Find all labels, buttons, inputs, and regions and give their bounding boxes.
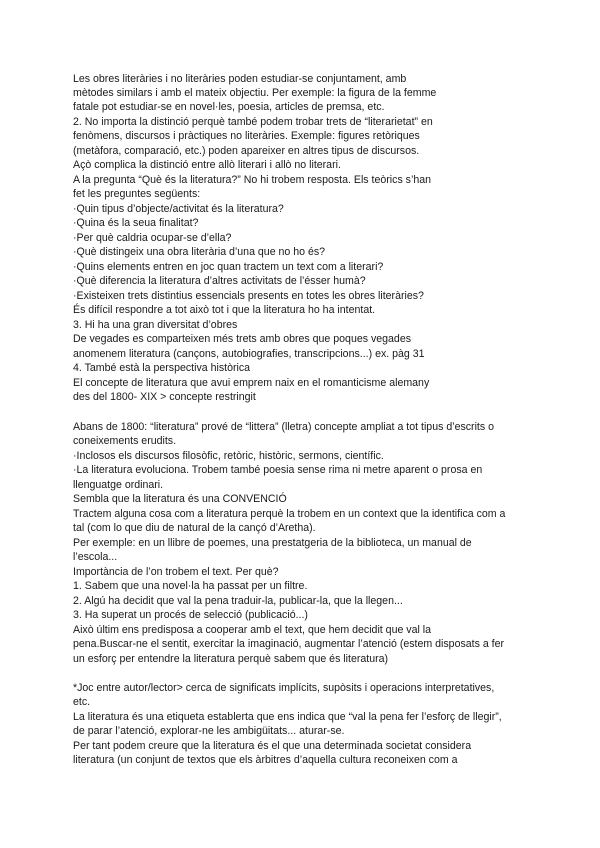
text-line: Importància de l’on trobem el text. Per què? bbox=[73, 566, 279, 578]
text-line: etc. bbox=[73, 696, 91, 708]
text-line: És difícil respondre a tot això tot i que la literatura ho ha intentat. bbox=[73, 304, 376, 316]
text-line: El concepte de literatura que avui emprem naix en el romanticisme alemany bbox=[73, 377, 430, 389]
text-line: tal (com lo que diu de natural de la cançó d’Aretha). bbox=[73, 522, 316, 534]
text-line: ·Quins elements entren en joc quan tractem un text com a literari? bbox=[73, 261, 384, 273]
text-line: des del 1800- XIX > concepte restringit bbox=[73, 391, 256, 403]
text-line: mètodes similars i amb el mateix objectiu. Per exemple: la figura de la femme bbox=[73, 87, 437, 99]
text-line: ·Quin tipus d’objecte/activitat és la literatura? bbox=[73, 203, 284, 215]
text-line: coneixements erudits. bbox=[73, 435, 177, 447]
text-line: fet les preguntes següents: bbox=[73, 188, 201, 200]
text-line: Sembla que la literatura és una CONVENCIÓ bbox=[73, 493, 287, 505]
text-line: 2. No importa la distinció perquè també podem trobar trets de “literarietat” en bbox=[73, 116, 433, 128]
text-line: ·Quina és la seua finalitat? bbox=[73, 217, 199, 229]
text-line: A la pregunta “Què és la literatura?” No hi trobem resposta. Els teòrics s’han bbox=[73, 174, 432, 186]
text-line: Per exemple: en un llibre de poemes, una prestatgeria de la biblioteca, un manual de bbox=[73, 537, 472, 549]
text-line: llenguatge ordinari. bbox=[73, 479, 164, 491]
text-line: fenòmens, discursos i pràctiques no literàries. Exemple: figures retòriques bbox=[73, 130, 420, 142]
text-line: pena.Buscar-ne el sentit, exercitar la imaginació, augmentar l’atenció (estem disposats a fer bbox=[73, 638, 505, 650]
text-line: ·Què distingeix una obra literària d’una que no ho és? bbox=[73, 246, 326, 258]
text-line: ·Què diferencia la literatura d’altres activitats de l’ésser humà? bbox=[73, 275, 366, 287]
text-line: ·Inclosos els discursos filosòfic, retòric, històric, sermons, científic. bbox=[73, 450, 384, 462]
text-line: Per tant podem creure que la literatura és el que una determinada societat considera bbox=[73, 740, 472, 752]
text-line: Això últim ens predisposa a cooperar amb el text, que hem decidit que val la bbox=[73, 624, 432, 636]
text-line: *Joc entre autor/lector> cerca de significats implícits, supòsits i operacions interpretatives, bbox=[73, 682, 495, 694]
text-line: 4. També està la perspectiva històrica bbox=[73, 362, 251, 374]
text-line: Tractem alguna cosa com a literatura perquè la trobem en un context que la identifica com a bbox=[73, 508, 506, 520]
text-line: anomenem literatura (cançons, autobiografies, transcripcions...) ex. pàg 31 bbox=[73, 348, 425, 360]
text-line: Açò complica la distinció entre allò literari i allò no literari. bbox=[73, 159, 341, 171]
text-line: 3. Hi ha una gran diversitat d’obres bbox=[73, 319, 238, 331]
text-line: (metàfora, comparació, etc.) poden apareixer en altres tipus de discursos. bbox=[73, 145, 420, 157]
text-line: fatale pot estudiar-se en novel·les, poesia, articles de premsa, etc. bbox=[73, 101, 385, 113]
text-line: La literatura és una etiqueta establerta que ens indica que “val la pena fer l’esforç de llegir”, bbox=[73, 711, 502, 723]
text-line: 2. Algú ha decidit que val la pena traduir-la, publicar-la, que la llegen... bbox=[73, 595, 403, 607]
text-line: Les obres literàries i no literàries poden estudiar-se conjuntament, amb bbox=[73, 73, 407, 85]
text-line: literatura (un conjunt de textos que els àrbitres d’aquella cultura reconeixen com a bbox=[73, 754, 458, 766]
text-line: ·La literatura evoluciona. Trobem també poesia sense rima ni metre aparent o prosa en bbox=[73, 464, 483, 476]
text-line: ·Existeixen trets distintius essencials presents en totes les obres literàries? bbox=[73, 290, 424, 302]
text-line: ·Per què caldria ocupar-se d’ella? bbox=[73, 232, 232, 244]
text-line: De vegades es comparteixen més trets amb obres que poques vegades bbox=[73, 333, 412, 345]
text-line: Abans de 1800: “literatura” prové de “littera” (lletra) concepte ampliat a tot tipus d’escrits o bbox=[73, 421, 495, 433]
text-line: de parar l’atenció, explorar-ne les ambigüitats... aturar-se. bbox=[73, 725, 345, 737]
text-line: un esforç per entendre la literatura perquè sabem que és literatura) bbox=[73, 653, 389, 665]
text-line: l’escola... bbox=[73, 551, 118, 563]
text-line: 3. Ha superat un procés de selecció (publicació...) bbox=[73, 609, 308, 621]
text-line: 1. Sabem que una novel·la ha passat per un filtre. bbox=[73, 580, 308, 592]
